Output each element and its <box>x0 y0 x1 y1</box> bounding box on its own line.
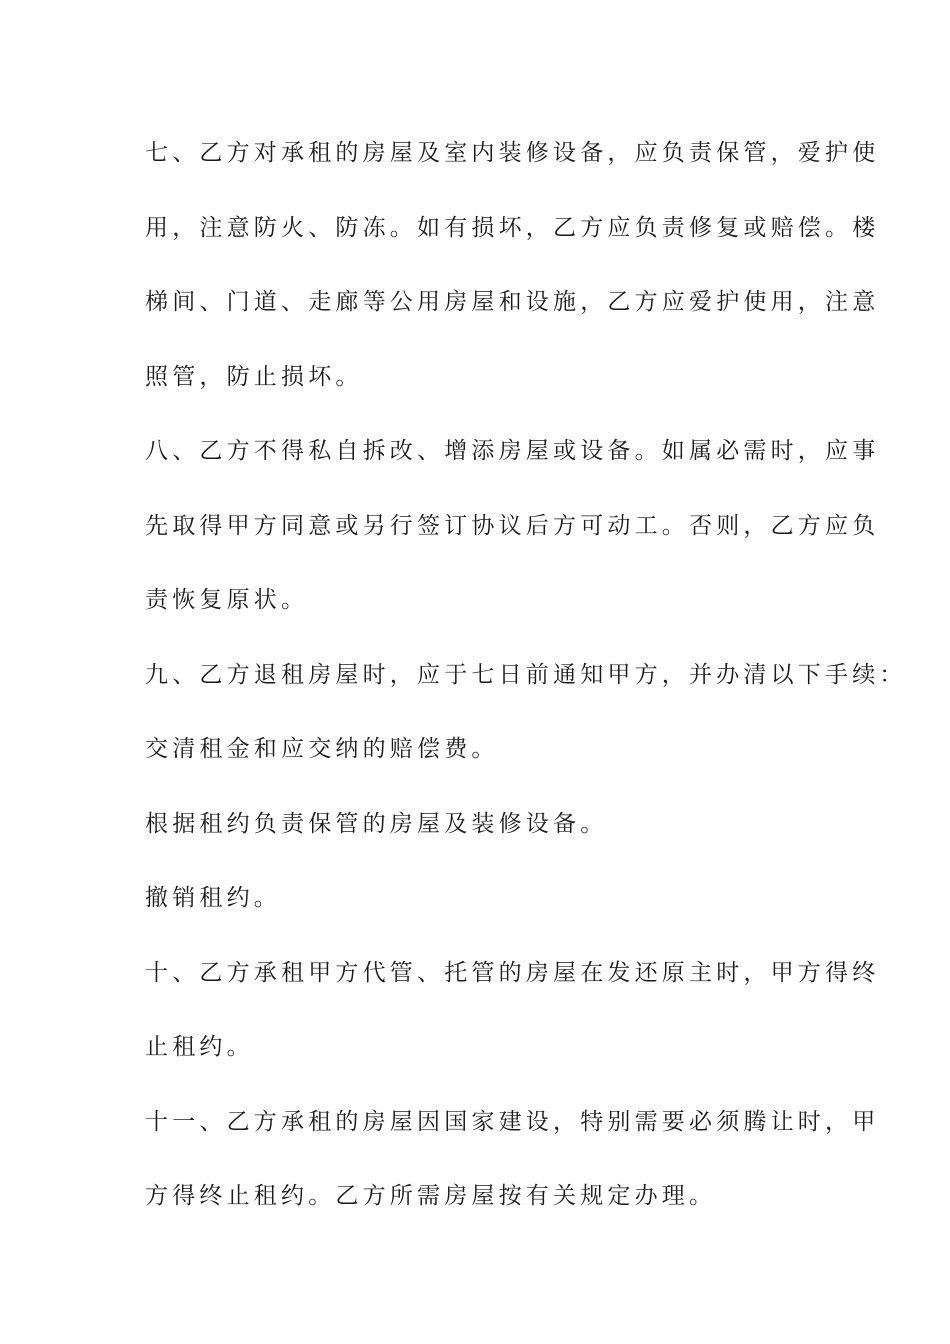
contract-text <box>145 128 907 1246</box>
text-line-clause-8-b: 先取得甲方同意或另行签订协议后方可动工。否则，乙方应负 <box>145 512 880 539</box>
text-line-clause-7-a: 七、乙方对承租的房屋及室内装修设备，应负责保管，爱护使 <box>145 140 880 166</box>
text-line-clause-9-item-3: 撤销租约。 <box>145 885 281 911</box>
text-line-clause-7-b: 用，注意防火、防冻。如有损坏，乙方应负责修复或赔偿。楼 <box>145 214 880 241</box>
text-line-clause-10-a: 十、乙方承租甲方代管、托管的房屋在发还原主时，甲方得终 <box>145 959 880 986</box>
text-line-clause-9-item-1: 交清租金和应交纳的赔偿费。 <box>145 736 499 762</box>
text-line-clause-8-a: 八、乙方不得私自拆改、增添房屋或设备。如属必需时，应事 <box>145 438 880 464</box>
text-line-clause-10-b: 止租约。 <box>145 1034 254 1060</box>
text-line-clause-9-a: 九、乙方退租房屋时，应于七日前通知甲方，并办清以下手续： <box>145 661 907 688</box>
text-line-clause-7-c: 梯间、门道、走廊等公用房屋和设施，乙方应爱护使用，注意 <box>145 289 880 315</box>
text-line-clause-9-item-2: 根据租约负责保管的房屋及装修设备。 <box>145 810 608 837</box>
text-line-clause-11-b: 方得终止租约。乙方所需房屋按有关规定办理。 <box>145 1183 717 1209</box>
text-line-clause-11-a: 十一、乙方承租的房屋因国家建设，特别需要必须腾让时，甲 <box>145 1108 880 1135</box>
text-line-clause-8-c: 责恢复原状。 <box>145 587 309 613</box>
text-line-clause-7-d: 照管，防止损坏。 <box>145 363 363 390</box>
